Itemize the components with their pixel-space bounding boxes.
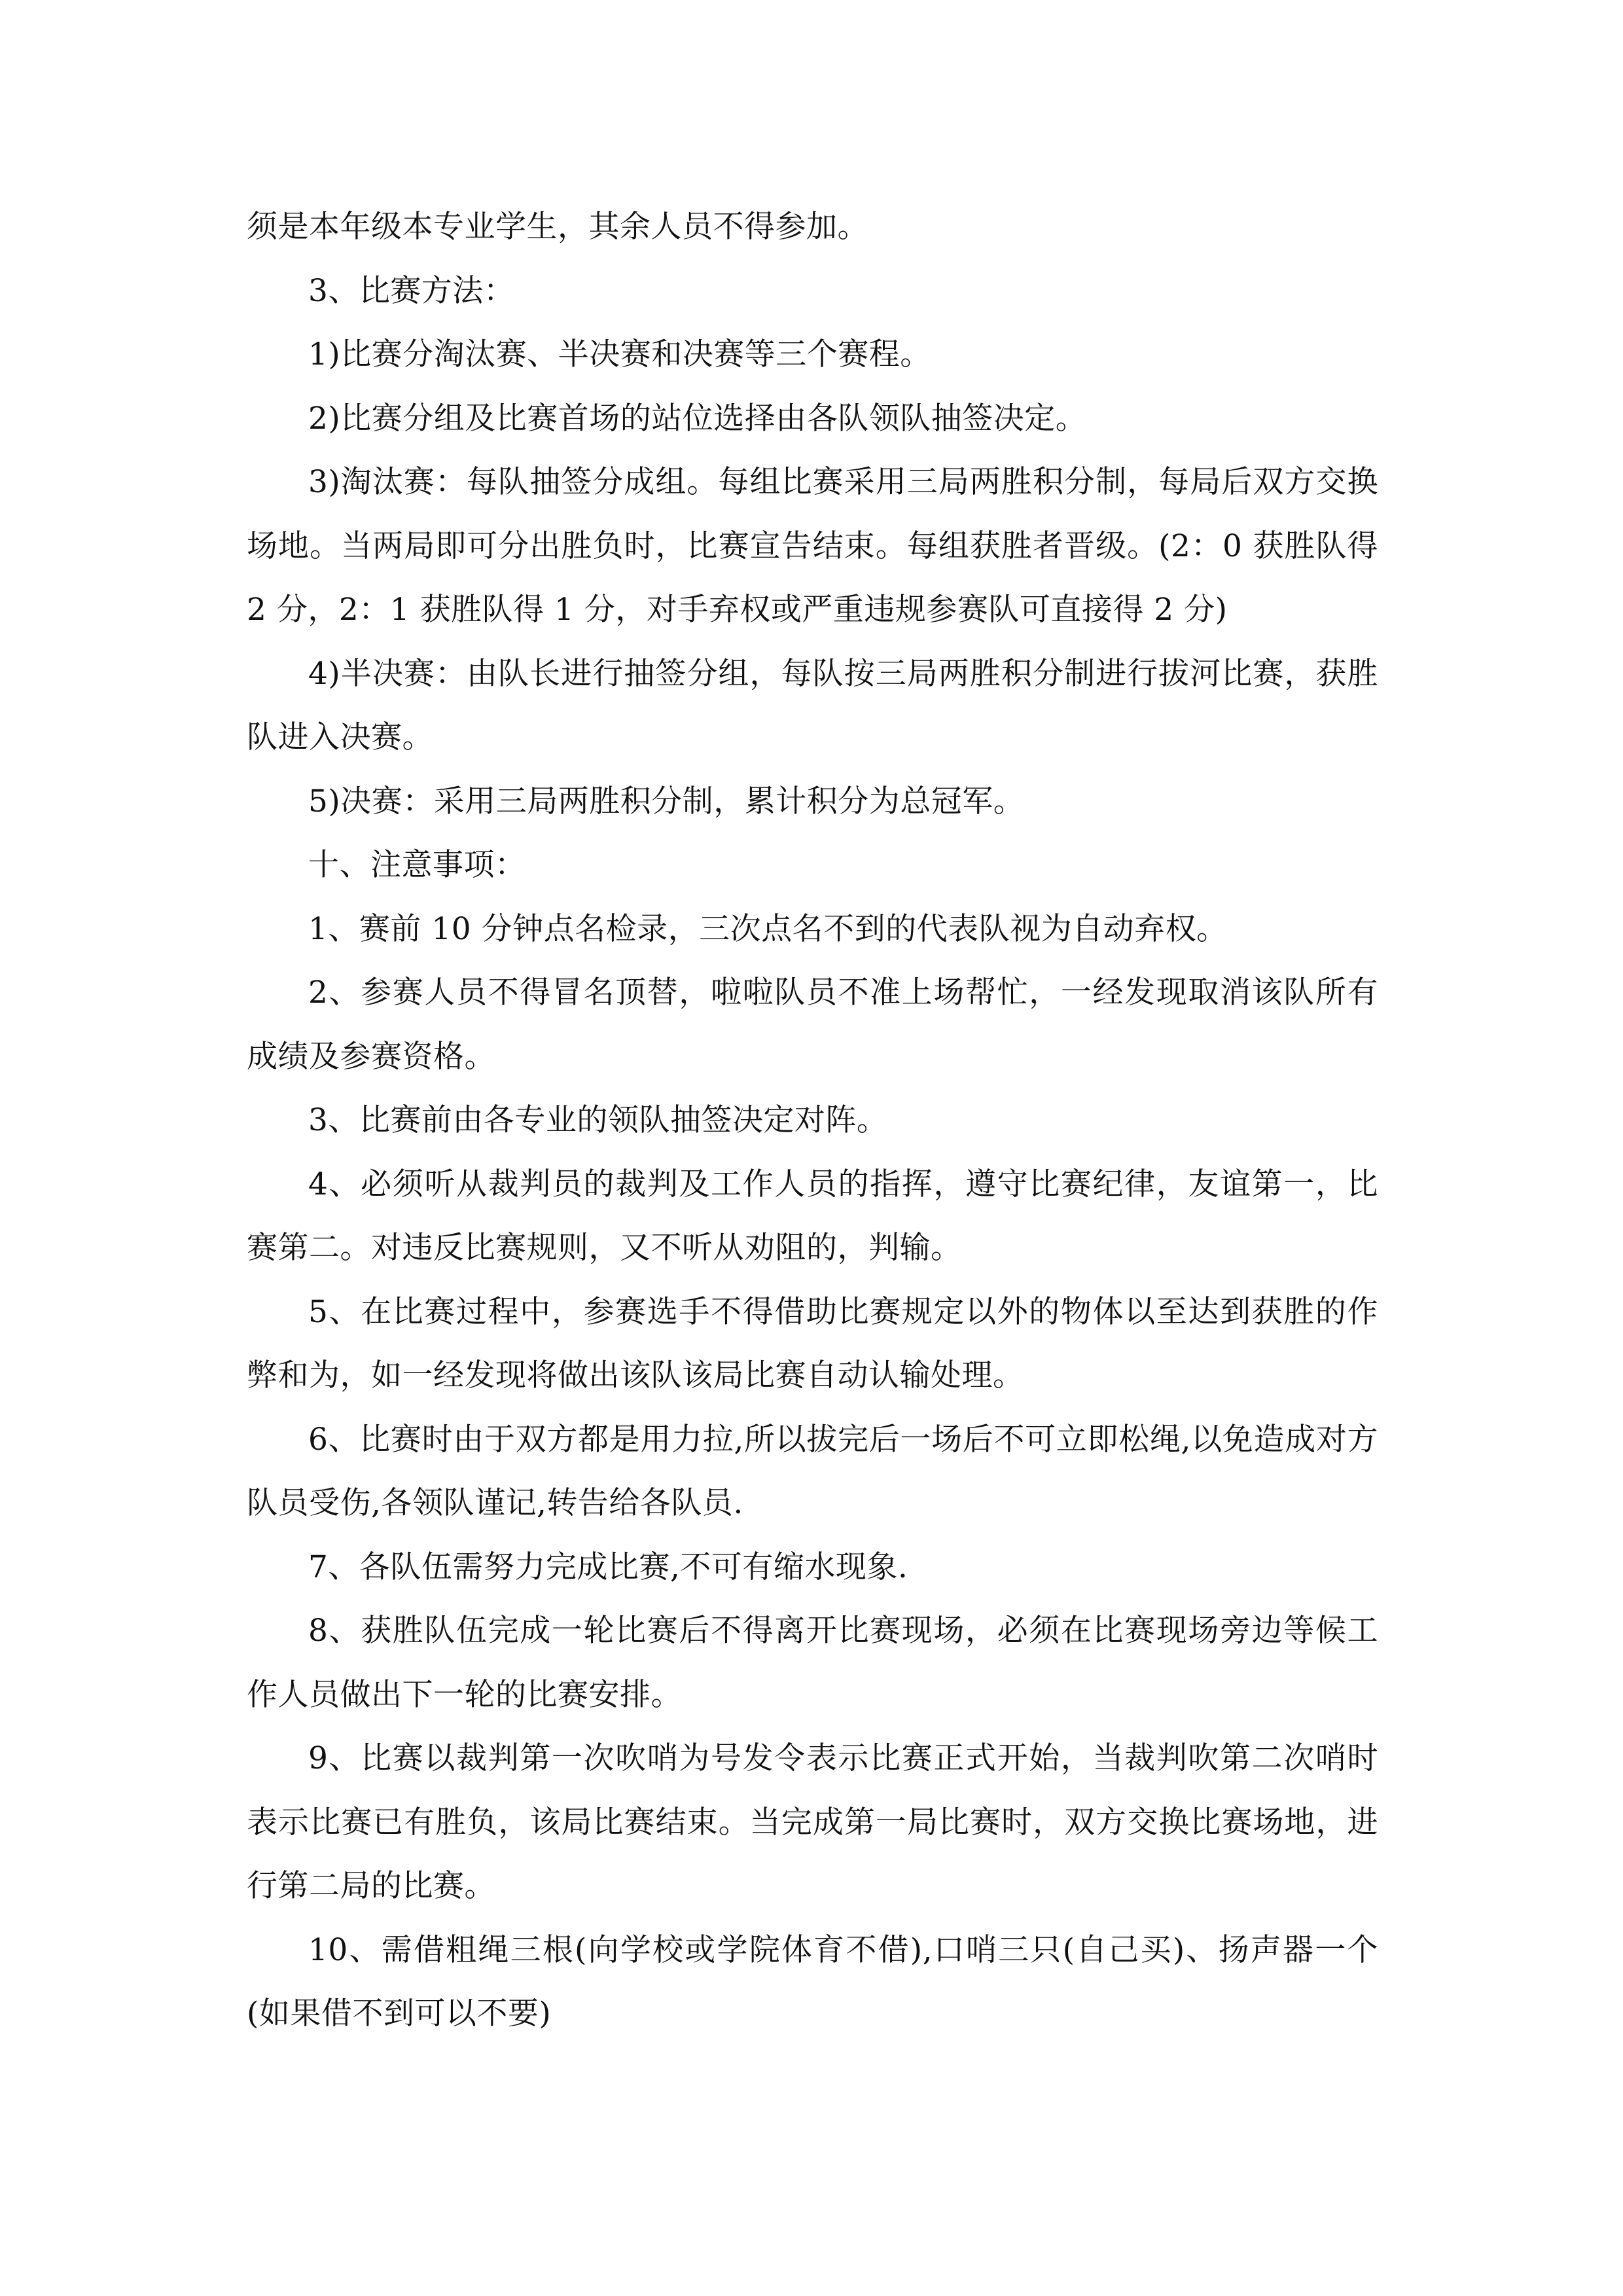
paragraph-method-3: 3)淘汰赛：每队抽签分成组。每组比赛采用三局两胜积分制，每局后双方交换场地。当两局即可分出胜负时，比赛宣告结束。每组获胜者晋级。(2：0 获胜队得 2 分，2：1 获胜队得 1 分，对手弃权或严重违规参赛队可直接得 2 分) <box>247 464 1378 628</box>
paragraph-competition-method-heading: 3、比赛方法： <box>308 272 515 309</box>
paragraph-note-8: 8、获胜队伍完成一轮比赛后不得离开比赛现场，必须在比赛现场旁边等候工作人员做出下一轮的比赛安排。 <box>247 1613 1378 1713</box>
paragraph-note-5: 5、在比赛过程中，参赛选手不得借助比赛规定以外的物体以至达到获胜的作弊和为，如一经发现将做出该队该局比赛自动认输处理。 <box>247 1293 1378 1393</box>
paragraph-note-9: 9、比赛以裁判第一次吹哨为号发令表示比赛正式开始，当裁判吹第二次哨时表示比赛已有胜负，该局比赛结束。当完成第一局比赛时，双方交换比赛场地，进行第二局的比赛。 <box>247 1740 1378 1904</box>
paragraph-method-1: 1)比赛分淘汰赛、半决赛和决赛等三个赛程。 <box>308 336 931 372</box>
paragraph-note-10: 10、需借粗绳三根(向学校或学院体育不借),口哨三只(自己买)、扬声器一个(如果借不到可以不要) <box>247 1931 1378 2032</box>
paragraph-method-4: 4)半决赛：由队长进行抽签分组，每队按三局两胜积分制进行拔河比赛，获胜队进入决赛。 <box>247 655 1378 755</box>
paragraph-method-2: 2)比赛分组及比赛首场的站位选择由各队领队抽签决定。 <box>308 400 1087 437</box>
paragraph-note-6: 6、比赛时由于双方都是用力拉,所以拔完后一场后不可立即松绳,以免造成对方队员受伤,各领队谨记,转告给各队员. <box>247 1421 1378 1521</box>
paragraph-note-1: 1、赛前 10 分钟点名检录，三次点名不到的代表队视为自动弃权。 <box>308 910 1228 947</box>
paragraph-note-7: 7、各队伍需努力完成比赛,不可有缩水现象. <box>308 1549 908 1585</box>
document-body <box>247 195 1378 2046</box>
paragraph-method-5: 5)决赛：采用三局两胜积分制，累计积分为总冠军。 <box>308 783 1025 819</box>
paragraph-note-4: 4、必须听从裁判员的裁判及工作人员的指挥，遵守比赛纪律，友谊第一，比赛第二。对违反比赛规则，又不听从劝阻的，判输。 <box>247 1166 1378 1266</box>
paragraph-notes-heading: 十、注意事项： <box>308 847 526 883</box>
paragraph-continuation: 须是本年级本专业学生，其余人员不得参加。 <box>247 209 868 245</box>
paragraph-note-2: 2、参赛人员不得冒名顶替，啦啦队员不准上场帮忙，一经发现取消该队所有成绩及参赛资格。 <box>247 975 1378 1075</box>
paragraph-note-3: 3、比赛前由各专业的领队抽签决定对阵。 <box>308 1102 888 1138</box>
